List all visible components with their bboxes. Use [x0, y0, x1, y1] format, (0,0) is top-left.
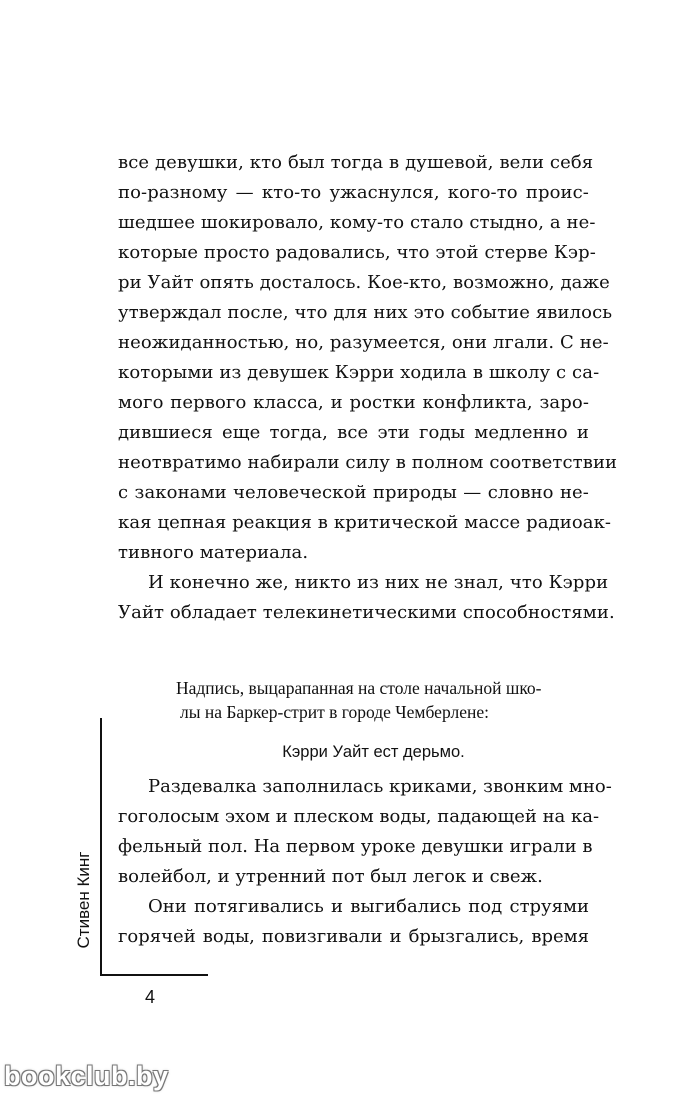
text-line: Уайт обладает телекинетическими способностями.	[118, 602, 615, 623]
text-line: дившиеся еще тогда, все эти годы медленно и	[118, 422, 589, 443]
text-line: кая цепная реакция в критической массе радиоак-	[118, 512, 612, 533]
margin-horizontal-rule	[100, 974, 208, 976]
epigraph-quote: Кэрри Уайт ест дерьмо.	[282, 743, 465, 761]
page-number: 4	[145, 987, 156, 1007]
text-line: фельный пол. На первом уроке девушки играли в	[118, 836, 593, 857]
epigraph-source	[176, 676, 589, 724]
paragraph-2	[118, 568, 615, 628]
text-line: все девушки, кто был тогда в душевой, вели себя	[118, 152, 594, 173]
text-line: ри Уайт опять досталось. Кое-кто, возможно, даже	[118, 272, 610, 293]
margin-vertical-rule	[100, 718, 102, 976]
epigraph-source-line: лы на Баркер-стрит в городе Чемберлене:	[180, 702, 489, 722]
text-line: которыми из девушек Кэрри ходила в школу с са-	[118, 362, 600, 383]
text-line: неожиданностью, но, разумеется, они лгали. С не-	[118, 332, 609, 353]
text-line: горячей воды, повизгивали и брызгались, время	[118, 926, 589, 947]
text-line: утверждал после, что для них это событие явилось	[118, 302, 613, 323]
running-head-author	[72, 830, 96, 970]
text-line: волейбол, и утренний пот был легок и свеж.	[118, 866, 543, 887]
paragraph-1	[118, 148, 618, 568]
text-line: Они потягивались и выгибались под струями	[148, 896, 589, 917]
epigraph-source-line: Надпись, выцарапанная на столе начальной шко-	[176, 678, 542, 698]
text-line: которые просто радовались, что этой стерве Кэр-	[118, 242, 596, 263]
author-name: Стивен Кинг	[74, 851, 93, 949]
text-line: по-разному — кто-то ужаснулся, кого-то проис-	[118, 182, 589, 203]
epigraph	[118, 676, 589, 764]
text-line: И конечно же, никто из них не знал, что Кэрри	[148, 572, 609, 593]
watermark-logo: bookclub.by	[4, 1061, 169, 1091]
text-line: с законами человеческой природы — словно не-	[118, 482, 589, 503]
text-line: неотвратимо набирали силу в полном соответствии	[118, 452, 618, 473]
paragraph-4	[118, 892, 589, 952]
text-line: мого первого класса, и ростки конфликта, заро-	[118, 392, 589, 413]
text-line: гоголосым эхом и плеском воды, падающей на ка-	[118, 806, 600, 827]
text-line: тивного материала.	[118, 542, 309, 563]
main-text-block	[118, 148, 618, 628]
paragraph-3	[118, 772, 612, 892]
text-line: шедшее шокировало, кому-то стало стыдно, а не-	[118, 212, 596, 233]
text-line: Раздевалка заполнилась криками, звонким мно-	[148, 776, 612, 797]
continuation-text-block	[118, 772, 612, 952]
